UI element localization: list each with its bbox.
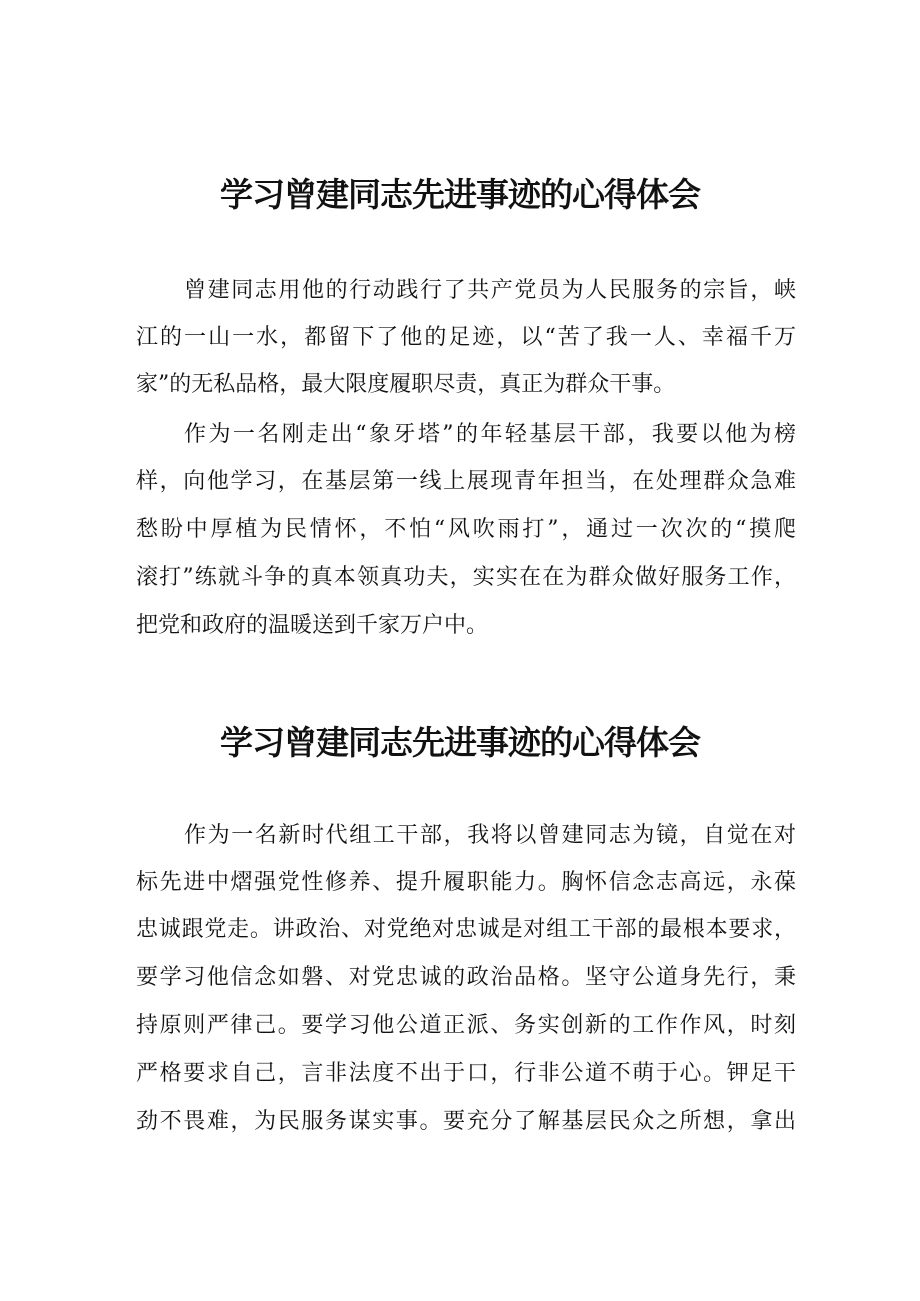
text-line: 家”的无私品格，最大限度履职尽责，真正为群众干事。	[136, 372, 676, 397]
section-2-title: 学习曾建同志先进事迹的心得体会	[220, 723, 700, 762]
text-line: 江的一山一水，都留下了他的足迹，以“苦了我一人、幸福千万	[136, 325, 796, 350]
text-line: 持原则严律己。要学习他公道正派、务实创新的工作作风，时刻	[136, 1013, 796, 1038]
text-line: 作为一名刚走出“象牙塔”的年轻基层干部，我要以他为榜	[184, 422, 796, 447]
text-line: 作为一名新时代组工干部，我将以曾建同志为镜，自觉在对	[184, 823, 796, 848]
text-line: 曾建同志用他的行动践行了共产党员为人民服务的宗旨，峡	[184, 278, 796, 303]
text-line: 严格要求自己，言非法度不出于口，行非公道不萌于心。钾足干	[136, 1061, 796, 1086]
text-line: 要学习他信念如磐、对党忠诚的政治品格。坚守公道身先行，秉	[136, 965, 796, 990]
text-line: 愁盼中厚植为民情怀，不怕“风吹雨打”，通过一次次的“摸爬	[136, 517, 796, 542]
text-line: 滚打”练就斗争的真本领真功夫，实实在在为群众做好服务工作，	[136, 565, 796, 590]
section-1-title: 学习曾建同志先进事迹的心得体会	[220, 175, 700, 214]
text-line: 忠诚跟党走。讲政治、对党绝对忠诚是对组工干部的最根本要求，	[136, 917, 796, 942]
text-line: 把党和政府的温暖送到千家万户中。	[136, 613, 489, 638]
text-line: 劲不畏难，为民服务谋实事。要充分了解基层民众之所想，拿出	[136, 1109, 796, 1134]
text-line: 标先进中熠强党性修养、提升履职能力。胸怀信念志高远，永葆	[136, 870, 796, 895]
text-line: 样，向他学习，在基层第一线上展现青年担当，在处理群众急难	[136, 469, 796, 494]
